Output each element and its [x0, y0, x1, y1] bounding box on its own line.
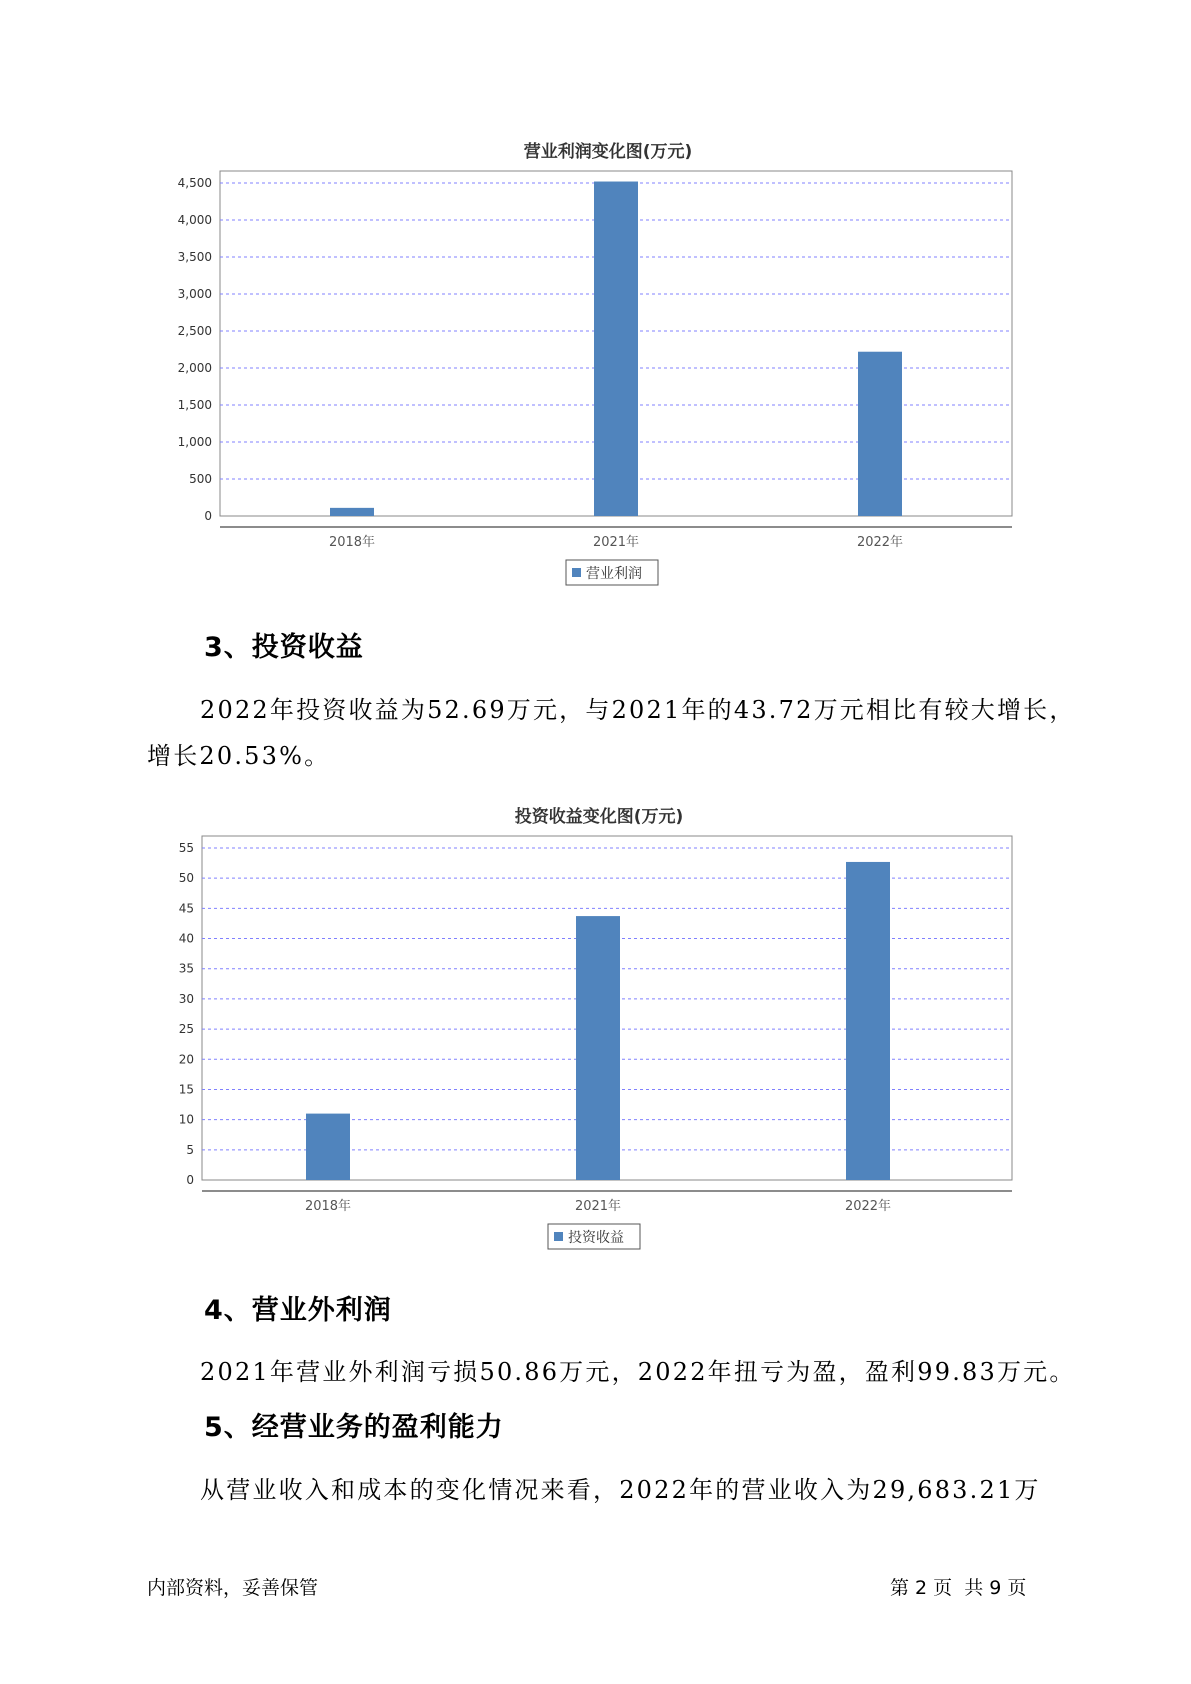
x-tick-label: 2021年 [574, 1199, 622, 1214]
chart-title: 营业利润变化图(万元) [523, 142, 693, 162]
y-tick-label: 4,000 [177, 213, 212, 227]
y-tick-label: 10 [178, 1112, 194, 1127]
section-5-paragraph: 从营业收入和成本的变化情况来看，2022年的营业收入为29,683.21万 [200, 1476, 1041, 1504]
y-tick-label: 15 [178, 1082, 194, 1097]
y-tick-label: 2,000 [177, 361, 212, 375]
footer-page-number: 第 2 页 共 9 页 [890, 1577, 1027, 1599]
y-tick-label: 4,500 [177, 176, 212, 190]
y-tick-label: 50 [178, 871, 194, 886]
section-3-paragraph-line2: 增长20.53%。 [147, 742, 331, 770]
y-tick-label: 30 [178, 991, 194, 1006]
y-tick-label: 1,000 [177, 435, 212, 449]
bar [846, 862, 890, 1180]
legend-swatch [554, 1232, 563, 1241]
legend [548, 1224, 640, 1249]
y-tick-label: 1,500 [177, 398, 212, 412]
section-4-heading: 4、营业外利润 [204, 1295, 392, 1326]
x-tick-label: 2021年 [592, 535, 640, 550]
legend-label: 营业利润 [586, 566, 642, 582]
y-tick-label: 2,500 [177, 324, 212, 338]
bar [576, 916, 620, 1180]
x-tick-label: 2022年 [844, 1199, 892, 1214]
y-tick-label: 25 [178, 1022, 194, 1037]
y-tick-label: 0 [204, 509, 212, 523]
y-tick-label: 0 [186, 1173, 194, 1187]
x-tick-label: 2022年 [856, 535, 904, 550]
bar [858, 352, 902, 516]
y-tick-label: 35 [178, 961, 194, 976]
y-tick-label: 3,000 [177, 287, 212, 301]
y-tick-label: 40 [178, 931, 194, 946]
chart-title: 投资收益变化图(万元) [514, 807, 684, 827]
section-4-paragraph: 2021年营业外利润亏损50.86万元，2022年扭亏为盈，盈利99.83万元。 [200, 1358, 1076, 1386]
bar [594, 182, 638, 516]
operating-profit-chart [0, 130, 1191, 590]
operating-profit-chart-svg [0, 130, 1191, 590]
legend-label: 投资收益 [568, 1230, 624, 1246]
y-tick-label: 45 [178, 901, 194, 916]
section-5-heading: 5、经营业务的盈利能力 [204, 1412, 504, 1443]
bar [306, 1114, 350, 1180]
y-tick-label: 500 [189, 472, 212, 486]
bar [330, 508, 374, 516]
section-3-paragraph-line1: 2022年投资收益为52.69万元，与2021年的43.72万元相比有较大增长， [200, 696, 1076, 724]
footer-left: 内部资料，妥善保管 [147, 1577, 319, 1599]
x-tick-label: 2018年 [328, 535, 376, 550]
y-tick-label: 55 [178, 841, 194, 855]
x-tick-label: 2018年 [304, 1199, 352, 1214]
y-tick-label: 20 [178, 1052, 194, 1067]
y-tick-label: 3,500 [177, 250, 212, 264]
investment-income-chart [0, 795, 1191, 1255]
investment-income-chart-svg [0, 795, 1191, 1255]
legend-swatch [572, 568, 581, 577]
section-3-heading: 3、投资收益 [204, 632, 364, 663]
y-tick-label: 5 [186, 1142, 194, 1157]
legend [566, 560, 658, 585]
